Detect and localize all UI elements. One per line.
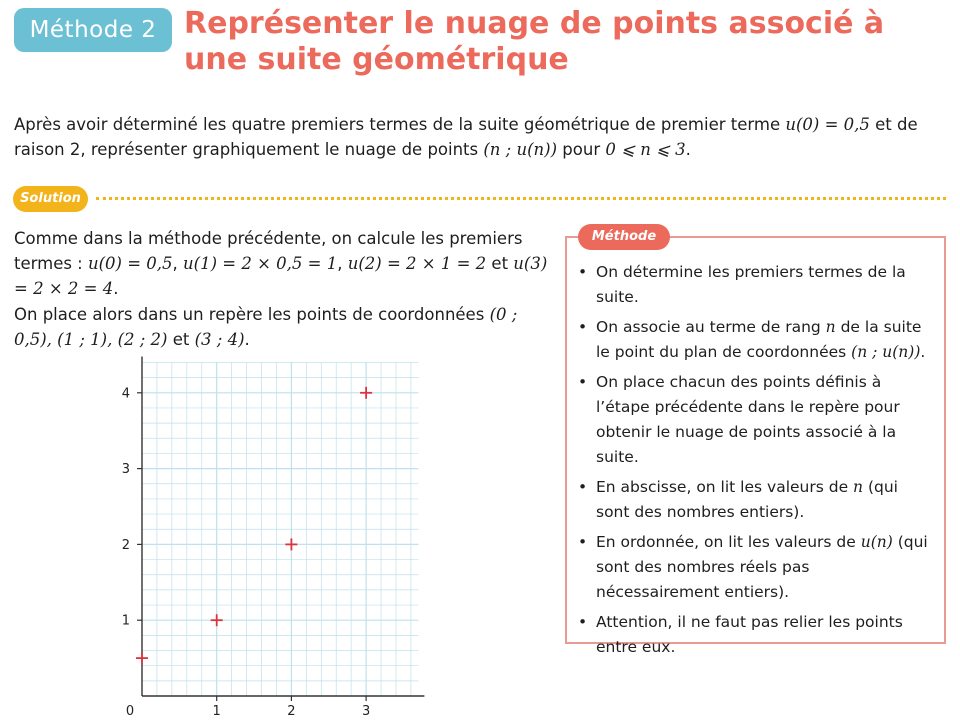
x-tick-label: 0: [125, 704, 135, 719]
y-tick-label: 2: [121, 537, 130, 553]
chart-axes: [142, 356, 424, 696]
data-point: [285, 538, 297, 550]
method-badge: Méthode 2: [14, 8, 172, 52]
method-item: • On détermine les premiers termes de la suite.: [578, 263, 906, 306]
solution-paragraph-2: On place alors dans un repère les points de coordonnées (0 ; 0,5), (1 ; 1), (2 ; 2) et (3 ; 4).: [14, 305, 518, 349]
method-item: • On associe au terme de rang n de la suite le point du plan de coordonnées (n ; u(n)).: [578, 318, 926, 361]
chart-points: [136, 387, 372, 664]
solution-badge: Solution: [13, 186, 88, 212]
x-tick-label: 3: [361, 704, 371, 719]
solution-paragraph-1: Comme dans la méthode précédente, on calcule les premiers termes : u(0) = 0,5, u(1) = 2 × 0,5 = 1, u(2) = 2 × 1 = 2 et u(3) = 2 × 2 = 4.: [14, 229, 548, 298]
chart-grid: [142, 362, 418, 696]
method-item: • En abscisse, on lit les valeurs de n (qui sont des nombres entiers).: [578, 478, 898, 521]
data-point: [211, 614, 223, 626]
page-title: Représenter le nuage de points associé à une suite géométrique: [184, 6, 885, 77]
data-point: [136, 652, 148, 664]
method-box-badge: Méthode: [578, 224, 670, 250]
y-tick-label: 1: [121, 613, 130, 629]
method-list: [576, 260, 928, 665]
method-item: • On place chacun des points définis à l’étape précédente dans le repère pour obtenir le nuage de points associé à la suite.: [578, 373, 900, 466]
method-item: • En ordonnée, on lit les valeurs de u(n) (qui sont des nombres réels pas nécessairement entiers).: [578, 533, 928, 601]
x-tick-label: 2: [287, 704, 296, 719]
method-item: • Attention, il ne faut pas relier les points entre eux.: [578, 613, 903, 656]
chart-ticks: [122, 386, 371, 719]
y-tick-label: 4: [121, 386, 130, 402]
x-tick-label: 1: [212, 704, 221, 719]
data-point: [360, 387, 372, 399]
exercise-statement: Après avoir déterminé les quatre premiers termes de la suite géométrique de premier terme u(0) = 0,5 et de raison 2, représenter graphiquement le nuage de points (n ; u(n)) pour 0 ⩽ n ⩽ 3.: [14, 115, 918, 159]
y-tick-label: 3: [121, 462, 130, 478]
